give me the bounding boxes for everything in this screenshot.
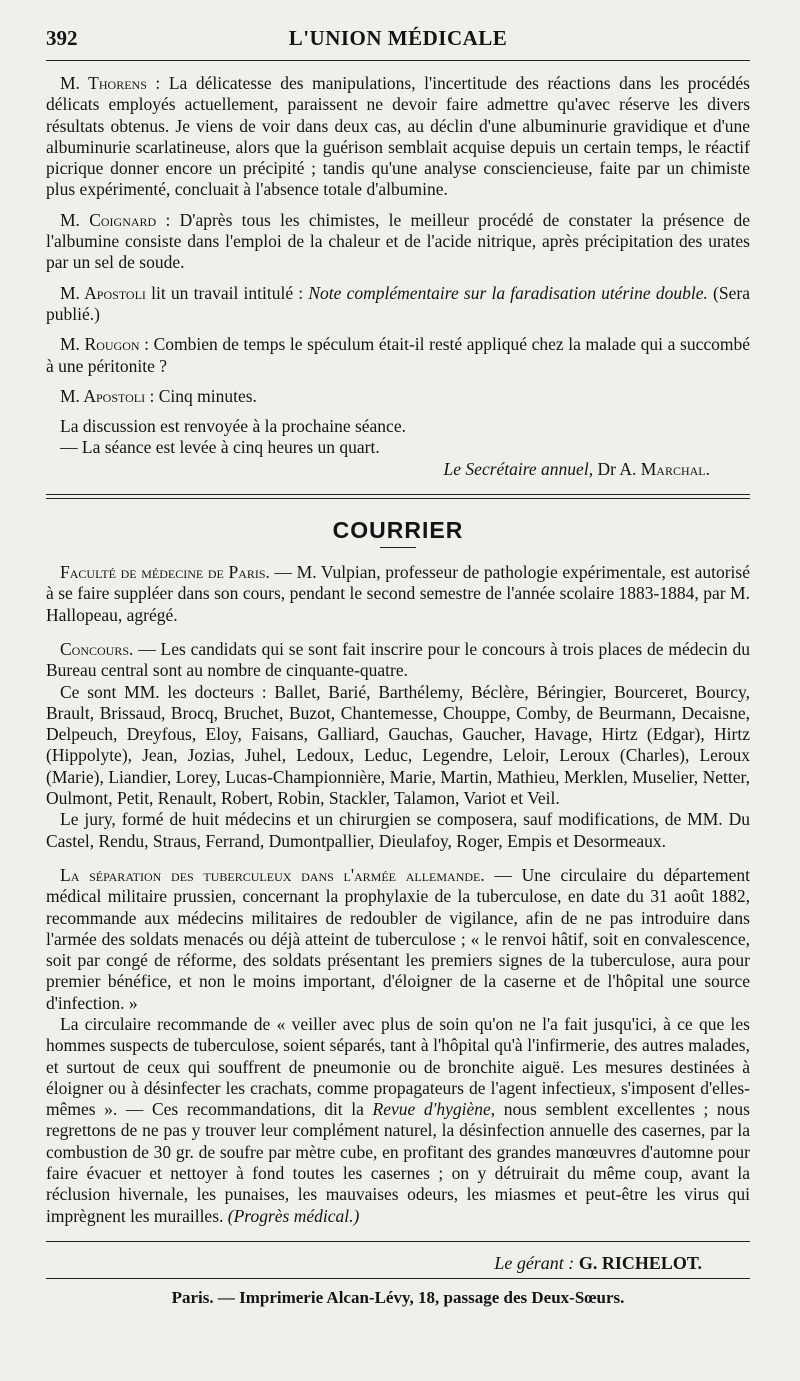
paragraph-apostoli	[46, 283, 750, 326]
secretary-signature	[46, 459, 750, 480]
heading-underline	[380, 547, 416, 548]
text-apostoli-reply: : Cinq minutes.	[145, 385, 257, 406]
source-reference: (Progrès médical.)	[227, 1205, 360, 1226]
speaker-apostoli-reply: M. Apostoli	[60, 385, 146, 406]
paragraph-candidates: Ce sont MM. les docteurs : Ballet, Barié, Barthélemy, Béclère, Béringier, Bourceret, Bourcy, Brault, Brissaud, Brocq, Bruchet, Buzot, Chantemesse, Chouppe, Comby, de Beurmann, Decaisne, Delpeuch, Dreyfous, Eloy, Faisans, Galliard, Gauchas, Gaucher, Havage, Hirtz (Edgar), Hirtz (Hippolyte), Jean, Jozias, Juhel, Ledoux, Leduc, Legendre, Leloir, Leroux (Charles), Leroux (Marie), Liandier, Lorey, Lucas-Championnière, Marie, Martin, Mathieu, Merklen, Muselier, Netter, Oulmont, Petit, Renault, Robert, Robin, Stackler, Talamon, Variot et Veil.	[46, 681, 750, 809]
courrier-heading: COURRIER	[332, 517, 464, 544]
manager-line	[46, 1252, 750, 1274]
signature-name: Marchal.	[640, 458, 710, 479]
paragraph-separation	[46, 865, 750, 1014]
paragraph-coignard	[46, 210, 750, 274]
page-header	[46, 26, 750, 60]
page-number: 392	[46, 26, 78, 50]
paragraph-apostoli-reply	[46, 386, 750, 407]
text-thorens: : La délicatesse des manipulations, l'incertitude des réactions dans les procédés délicats employés actuellement, paraissent ne devoir faire admettre qu'avec réserve les divers résultats obtenus. Je viens de voir dans deux cas, au déclin d'une albuminurie gravidique et d'une albuminurie scarlatineuse, alors que la guérison semblait acquise depuis un certain temps, le réactif picrique donner encore un précipité ; tandis qu'une analyse consciencieuse, faite par un chimiste plus expérimenté, concluait à l'absence totale d'albumine.	[46, 73, 750, 200]
text-circulaire-a: La circulaire recommande de « veiller avec plus de soin qu'on ne l'a fait jusqu'ici, à ce que les hommes suspects de tuberculose, soient séparés, tant à l'hôpital qu'à l'infirmerie, des autres malades, et surtout de ceux qui souffrent de pneumonie ou de bronchite aiguë. Les mesures destinées à éloigner ou à désinfecter les crachats, comme propagateurs de l'agent infectieux, s'imposent d'elles-mêmes ». — Ces recommandations, dit la	[46, 1013, 750, 1120]
journal-title: L'UNION MÉDICALE	[288, 26, 508, 50]
signature-prefix: Dr A.	[593, 458, 641, 479]
text-apostoli-b: (Sera publié.)	[46, 282, 750, 324]
speaker-coignard: M. Coignard	[60, 209, 157, 230]
footer-rule-bottom	[46, 1278, 750, 1279]
speaker-thorens: M. Thorens	[60, 73, 147, 93]
text-rougon: : Combien de temps le spéculum était-il resté appliqué chez la malade qui a succombé à une péritonite ?	[46, 334, 750, 376]
paragraph-closed: — La séance est levée à cinq heures un quart.	[60, 437, 380, 458]
label-separation: La séparation des tuberculeux dans l'armée allemande.	[60, 864, 485, 885]
header-rule	[46, 60, 750, 61]
paragraph-circulaire	[46, 1014, 750, 1227]
paragraph-faculte	[46, 562, 750, 626]
paragraph-jury: Le jury, formé de huit médecins et un chirurgien se composera, sauf modifications, de MM. Du Castel, Rendu, Straus, Ferrand, Dumontpallier, Dieulafoy, Roger, Empis et Desormeaux.	[46, 809, 750, 851]
paragraph-thorens	[46, 73, 750, 201]
text-concours: — Les candidats qui se sont fait inscrire pour le concours à trois places de médecin du Bureau central sont au nombre de cinquante-quatre.	[46, 638, 750, 681]
signature-role: Le Secrétaire annuel,	[443, 458, 594, 479]
text-separation: — Une circulaire du département médical militaire prussien, concernant la prophylaxie de la tuberculose, en date du 31 août 1882, recommande aux médecins militaires de redoubler de vigilance, afin de ne pas introduire dans l'armée des soldats menacés ou déjà atteint de tuberculose ; « le renvoi hâtif, soit en convalescence, soit par congé de réforme, des soldats présentant les premiers signes de la tuberculose, aura pour premier bénéfice, et non le moins important, d'éloigner de la caserne et de l'hôpital une source d'infection. »	[46, 864, 750, 1013]
manager-name: G. RICHELOT.	[578, 1252, 702, 1273]
speaker-apostoli: M. Apostoli	[60, 282, 146, 303]
text-coignard: : D'après tous les chimistes, le meilleur procédé de constater la présence de l'albumine consiste dans l'emploi de la chaleur et de l'acide nitrique, après précipitation des urates par un sel de soude.	[46, 209, 750, 273]
speaker-rougon: M. Rougon	[60, 334, 140, 355]
label-faculte: Faculté de médecine de Paris.	[60, 562, 270, 583]
journal-reference: Revue d'hygiène	[372, 1099, 491, 1120]
courrier-section	[46, 562, 750, 1227]
text-circulaire-b: , nous semblent excellentes ; nous regrettons de ne pas y trouver leur complément naturel, la désinfection annuelle des casernes, par la combustion de 30 gr. de soufre par mètre cube, en profitant des grandes manœuvres d'automne pour faire évacuer et nettoyer à fond toutes les casernes ; on y détruirait du même coup, avant la réclusion hivernale, les punaises, les mauvaises odeurs, les miasmes et peut-être les virus qui imprègnent les murailles.	[46, 1099, 750, 1226]
discussion-section	[46, 73, 750, 480]
paragraph-concours	[46, 639, 750, 682]
footer-rule	[46, 1241, 750, 1242]
paragraph-rougon	[46, 334, 750, 377]
manager-label: Le gérant :	[494, 1252, 579, 1273]
text-apostoli-a: lit un travail intitulé :	[145, 282, 309, 303]
text-faculte: — M. Vulpian, professeur de pathologie expérimentale, est autorisé à se faire suppléer dans son cours, pendant le second semestre de l'année scolaire 1883-1884, par M. Hallopeau, agrégé.	[46, 562, 750, 625]
section-divider	[46, 494, 750, 499]
label-concours: Concours.	[60, 638, 134, 659]
work-title: Note complémentaire sur la faradisation utérine double.	[308, 282, 708, 303]
printer-line: Paris. — Imprimerie Alcan-Lévy, 18, passage des Deux-Sœurs.	[171, 1287, 625, 1307]
paragraph-adjourned: La discussion est renvoyée à la prochaine séance.	[60, 416, 406, 437]
